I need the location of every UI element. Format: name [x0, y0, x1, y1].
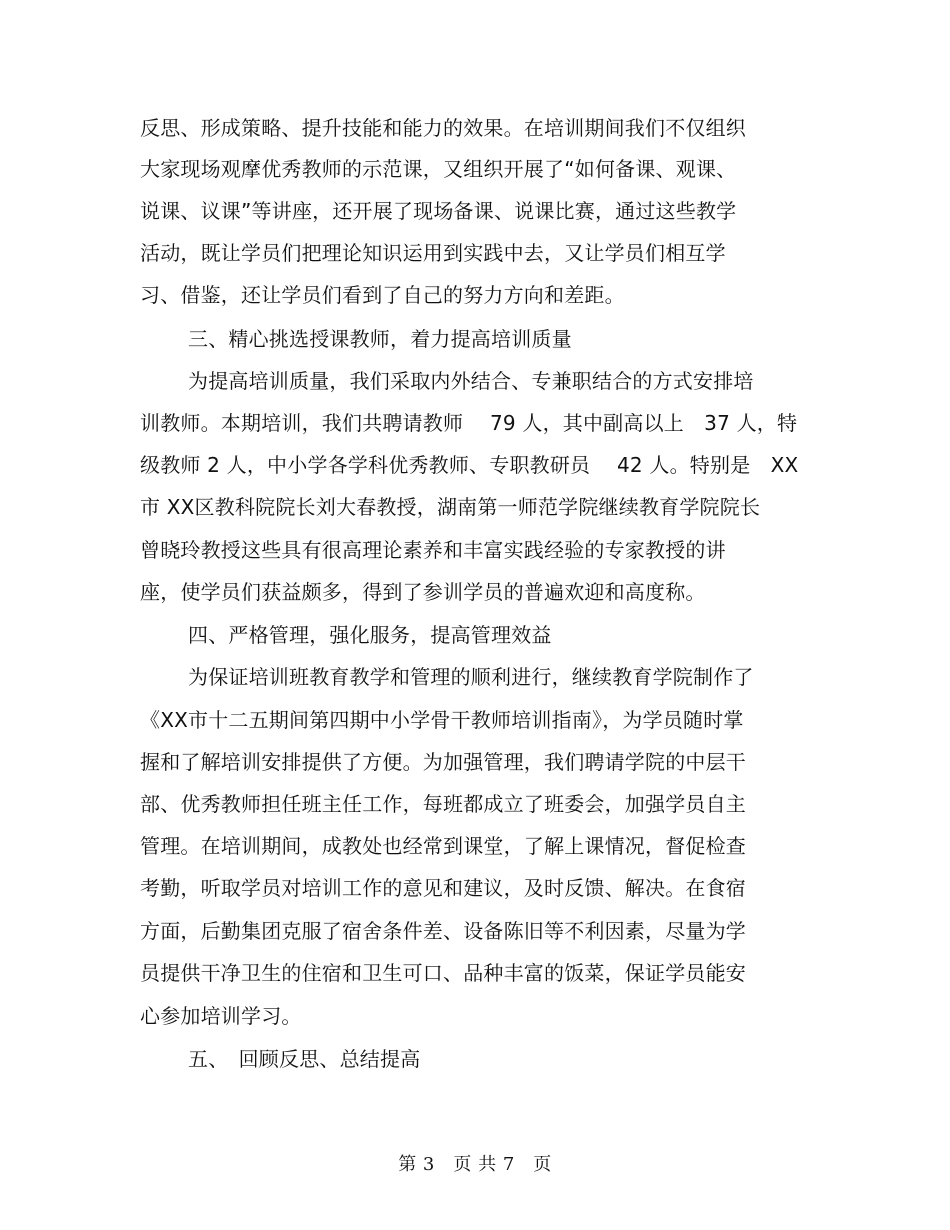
- paragraph-line: 心参加培训学习。: [140, 1004, 302, 1028]
- section-heading: 五、 回顾反思、总结提高: [188, 1047, 421, 1071]
- paragraph-line: 部、优秀教师担任班主任工作，每班都成立了班委会，加强学员自主: [140, 792, 746, 816]
- paragraph-line: 管理。在培训期间，成教处也经常到课堂，了解上课情况，督促检查: [140, 834, 746, 858]
- paragraph-line: 员提供干净卫生的住宿和卫生可口、品种丰富的饭菜，保证学员能安: [140, 961, 746, 985]
- paragraph-line: 说课、议课”等讲座，还开展了现场备课、说课比赛，通过这些教学: [140, 199, 737, 223]
- paragraph-line: 座，使学员们获益颇多，得到了参训学员的普遍欢迎和高度称。: [140, 580, 706, 604]
- paragraph-line: 大家现场观摩优秀教师的示范课，又组织开展了“如何备课、观课、: [140, 157, 737, 181]
- paragraph-line: 训教师。本期培训，我们共聘请教师 79 人，其中副高以上 37 人，特: [140, 411, 798, 435]
- section-heading: 三、精心挑选授课教师，着力提高培训质量: [188, 327, 572, 351]
- paragraph-line: 方面，后勤集团克服了宿舍条件差、设备陈旧等不利因素，尽量为学: [140, 919, 746, 943]
- paragraph-line: 考勤，听取学员对培训工作的意见和建议，及时反馈、解决。在食宿: [140, 876, 746, 900]
- paragraph-line: 《XX市十二五期间第四期中小学骨干教师培训指南》，为学员随时掌: [140, 708, 744, 732]
- paragraph-line: 反思、形成策略、提升技能和能力的效果。在培训期间我们不仅组织: [140, 116, 746, 140]
- paragraph-line: 为保证培训班教育教学和管理的顺利进行，继续教育学院制作了: [188, 665, 754, 689]
- paragraph-line: 活动，既让学员们把理论知识运用到实践中去，又让学员们相互学: [140, 241, 726, 265]
- paragraph-line: 市 XX区教科院院长刘大春教授，湖南第一师范学院继续教育学院院长: [140, 495, 761, 519]
- section-heading: 四、严格管理，强化服务，提高管理效益: [188, 623, 552, 647]
- paragraph-line: 为提高培训质量，我们采取内外结合、专兼职结合的方式安排培: [188, 369, 754, 393]
- paragraph-line: 习、借鉴，还让学员们看到了自己的努力方向和差距。: [140, 283, 625, 307]
- paragraph-line: 曾晓玲教授这些具有很高理论素养和丰富实践经验的专家教授的讲: [140, 538, 726, 562]
- page-footer: 第 3 页 共 7 页: [398, 1154, 552, 1175]
- paragraph-line: 握和了解培训安排提供了方便。为加强管理，我们聘请学院的中层干: [140, 750, 746, 774]
- paragraph-line: 级教师 2 人，中小学各学科优秀教师、专职教研员 42 人。特别是 XX: [140, 453, 799, 477]
